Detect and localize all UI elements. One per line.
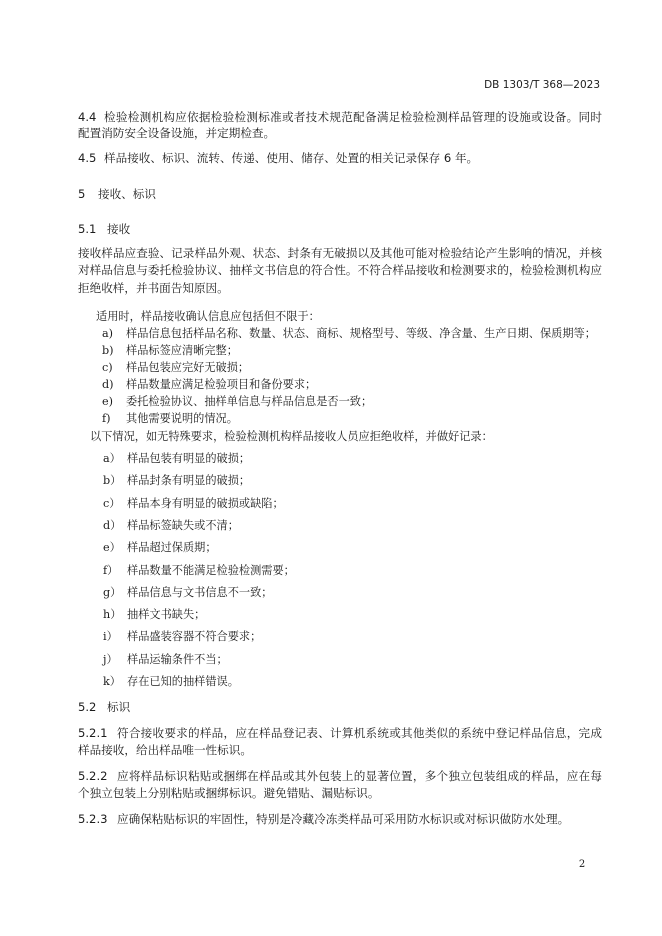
list-item-label: i） [103,630,118,643]
list-item-label: j） [103,652,118,666]
reject-list-intro: 以下情况，如无特殊要求，检验检测机构样品接收人员应拒绝收样，并做好记录： [90,429,493,443]
list-item-text: 样品信息与文书信息不一致； [127,585,273,599]
clause-text: 符合接收要求的样品，应在样品登记表、计算机系统或其他类似的系统中登记样品信息，完成 [117,725,602,740]
list-item-label: b) [102,343,114,357]
section-title: 接收、标识 [98,186,156,201]
list-item-label: g） [103,585,122,599]
clause-4-4-line-2: 配置消防安全设备设施，并定期检查。 [78,125,276,140]
clause-number: 5.2.3 [78,811,108,826]
section-number: 5.1 [78,221,97,236]
list-item-label: c） [103,496,121,510]
list-item-text: 样品包装有明显的破损； [127,451,251,465]
list-item-text: 样品标签应清晰完整； [126,343,238,357]
section-title: 接收 [107,221,131,236]
clause-4-5 [78,150,602,167]
clause-number: 4.5 [78,150,97,165]
list-item-text: 样品包装应完好无破损； [126,360,250,374]
list-item-text: 样品运输条件不当； [127,652,228,666]
list-item-label: a) [102,326,114,340]
list-item-label: c) [102,360,113,374]
list-item [103,472,250,489]
list-item [103,628,261,645]
list-item-text: 样品标签缺失或不清； [127,518,239,532]
list-item-label: d) [102,377,114,391]
list-item [102,376,316,393]
list-item-label: b） [103,474,122,487]
clause-text: 应确保粘贴标识的牢固性，特别是冷藏冷冻类样品可采用防水标识或对标识做防水处理。 [117,811,570,826]
clause-5-2-3 [78,811,602,828]
list-item [102,393,372,410]
page-number: 2 [578,859,586,870]
section-number: 5.2 [78,699,97,714]
list-item-label: h） [103,607,122,621]
clause-text: 应将样品标识粘贴或捆绑在样品或其外包装上的显著位置，多个独立包装组成的样品，应在每 [117,768,602,783]
list-item-label: e） [103,541,121,554]
document-code-header: DB 1303/T 368—2023 [484,79,600,91]
list-item-label: k） [103,674,121,688]
list-item-text: 样品本身有明显的破损或缺陷； [127,496,284,510]
list-item [103,495,284,512]
clause-text: 样品接收、标识、流转、传递、使用、储存、处置的相关记录保存 6 年。 [104,150,479,165]
list-item-label: f） [103,563,119,577]
clause-5-2-1-line-1 [78,725,602,742]
list-item-text: 委托检验协议、抽样单信息与样品信息是否一致； [126,394,373,408]
list-item [102,325,596,342]
clause-5-2-2-line-1 [78,768,602,785]
list-item-text: 样品数量应满足检验项目和备份要求； [126,377,317,391]
section-5-heading [78,186,602,203]
confirm-list-intro: 适用时，样品接收确认信息应包括但不限于： [96,309,320,323]
section-title: 标识 [107,699,131,714]
clause-number: 5.2.2 [78,768,108,783]
clause-number: 4.4 [78,109,97,124]
list-item-text: 抽样文书缺失； [127,607,206,621]
section-number: 5 [78,186,86,201]
list-item [103,651,228,668]
list-item [102,410,238,427]
clause-4-4-line-1 [78,109,602,126]
list-item [103,673,239,690]
list-item-label: f) [102,411,111,425]
list-item-label: d） [103,518,122,532]
paragraph-line-3: 拒绝收样，并书面告知原因。 [78,280,229,295]
list-item [103,539,217,556]
list-item-text: 样品信息包括样品名称、数量、状态、商标、规格型号、等级、净含量、生产日期、保质期等； [126,326,596,340]
clause-text: 检验检测机构应依据检验检测标准或者技术规范配备满足检验检测样品管理的设施或设备。同时 [104,109,602,124]
list-item-text: 样品封条有明显的破损； [127,474,251,487]
clause-number: 5.2.1 [78,725,108,740]
list-item [103,517,239,534]
list-item-label: e) [102,394,113,408]
list-item-text: 样品数量不能满足检验检测需要； [127,563,295,577]
list-item [103,584,272,601]
section-5-1-heading [78,221,602,238]
list-item-text: 样品盛装容器不符合要求； [127,630,262,643]
list-item-label: a） [103,451,121,465]
list-item [103,606,205,623]
list-item [103,562,295,579]
clause-5-2-1-line-2: 样品接收，给出样品唯一性标识。 [78,742,252,757]
list-item [103,450,250,467]
list-item-text: 存在已知的抽样错误。 [127,674,239,688]
list-item [102,359,249,376]
section-5-2-heading [78,699,602,716]
list-item [102,342,238,359]
paragraph-line-2: 对样品信息与委托检验协议、抽样文书信息的符合性。不符合样品接收和检测要求的，检验检测机构应 [78,263,602,277]
paragraph-line-1: 接收样品应查验、记录样品外观、状态、封条有无破损以及其他可能对检验结论产生影响的情况，并核 [78,245,602,260]
clause-5-2-2-line-2: 个独立包装上分别粘贴或捆绑标识。避免错贴、漏贴标识。 [78,785,380,800]
list-item-text: 样品超过保质期； [127,541,217,554]
list-item-text: 其他需要说明的情况。 [126,411,238,425]
